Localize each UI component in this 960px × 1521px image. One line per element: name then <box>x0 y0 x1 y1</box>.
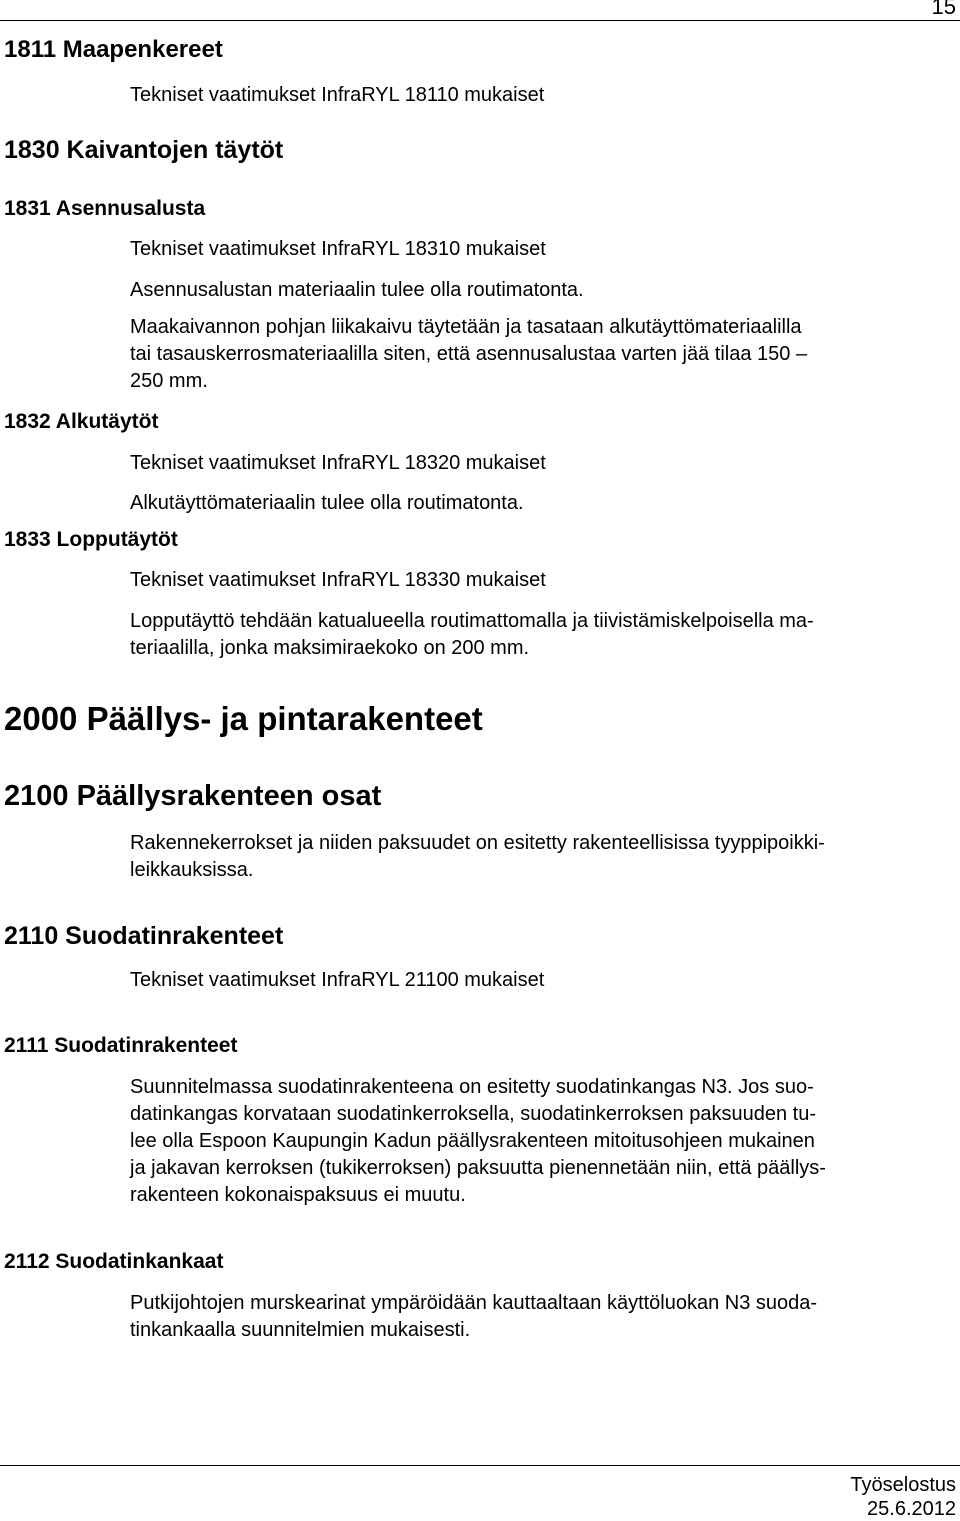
text-1833-2-line1: Lopputäyttö tehdään katualueella routimattomalla ja tiivistämiskelpoisella ma- <box>130 610 814 632</box>
heading-1831: 1831 Asennusalusta <box>4 197 206 220</box>
footer-rule <box>0 1465 960 1466</box>
text-2111-line4: ja jakavan kerroksen (tukikerroksen) paksuutta pienennetään niin, että päällys- <box>130 1157 826 1179</box>
header-rule <box>0 20 960 21</box>
text-1832-1: Tekniset vaatimukset InfraRYL 18320 mukaiset <box>130 452 546 474</box>
text-2111-line2: datinkangas korvataan suodatinkerroksella, suodatinkerroksen paksuuden tu- <box>130 1103 816 1125</box>
heading-1811: 1811 Maapenkereet <box>4 36 223 63</box>
text-2100-line1: Rakennekerrokset ja niiden paksuudet on esitetty rakenteellisissa tyyppipoikki- <box>130 832 825 854</box>
text-2111-line3: lee olla Espoon Kaupungin Kadun päällysrakenteen mitoitusohjeen mukainen <box>130 1130 815 1152</box>
footer-title: Työselostus <box>850 1474 956 1496</box>
text-1831-2: Asennusalustan materiaalin tulee olla routimatonta. <box>130 279 584 301</box>
text-1831-3-line2: tai tasauskerrosmateriaalilla siten, että asennusalustaa varten jää tilaa 150 – <box>130 343 808 365</box>
heading-2110: 2110 Suodatinrakenteet <box>4 922 284 950</box>
text-1811: Tekniset vaatimukset InfraRYL 18110 mukaiset <box>130 84 545 106</box>
page-number: 15 <box>931 0 956 19</box>
text-2111-line1: Suunnitelmassa suodatinrakenteena on esitetty suodatinkangas N3. Jos suo- <box>130 1076 814 1098</box>
text-1833-2-line2: teriaalilla, jonka maksimiraekoko on 200 mm. <box>130 637 530 659</box>
footer-date: 25.6.2012 <box>867 1498 956 1520</box>
text-2112-line2: tinkankaalla suunnitelmien mukaisesti. <box>130 1319 471 1341</box>
text-1833-1: Tekniset vaatimukset InfraRYL 18330 mukaiset <box>130 569 546 591</box>
heading-2100: 2100 Päällysrakenteen osat <box>4 780 382 812</box>
text-1831-3-line1: Maakaivannon pohjan liikakaivu täytetään ja tasataan alkutäyttömateriaalilla <box>130 316 802 338</box>
text-1831-3-line3: 250 mm. <box>130 370 208 392</box>
heading-1830: 1830 Kaivantojen täytöt <box>4 136 284 164</box>
heading-1833: 1833 Lopputäytöt <box>4 528 178 551</box>
text-2112-line1: Putkijohtojen murskearinat ympäröidään kauttaaltaan käyttöluokan N3 suoda- <box>130 1292 818 1314</box>
text-1832-2: Alkutäyttömateriaalin tulee olla routimatonta. <box>130 492 524 514</box>
heading-1832: 1832 Alkutäytöt <box>4 410 159 433</box>
text-2110: Tekniset vaatimukset InfraRYL 21100 mukaiset <box>130 969 545 991</box>
text-2111-line5: rakenteen kokonaispaksuus ei muutu. <box>130 1184 466 1206</box>
text-1831-1: Tekniset vaatimukset InfraRYL 18310 mukaiset <box>130 238 546 260</box>
text-2100-line2: leikkauksissa. <box>130 859 254 881</box>
heading-2111: 2111 Suodatinrakenteet <box>4 1034 238 1057</box>
heading-2000: 2000 Päällys- ja pintarakenteet <box>4 700 483 737</box>
heading-2112: 2112 Suodatinkankaat <box>4 1250 224 1273</box>
